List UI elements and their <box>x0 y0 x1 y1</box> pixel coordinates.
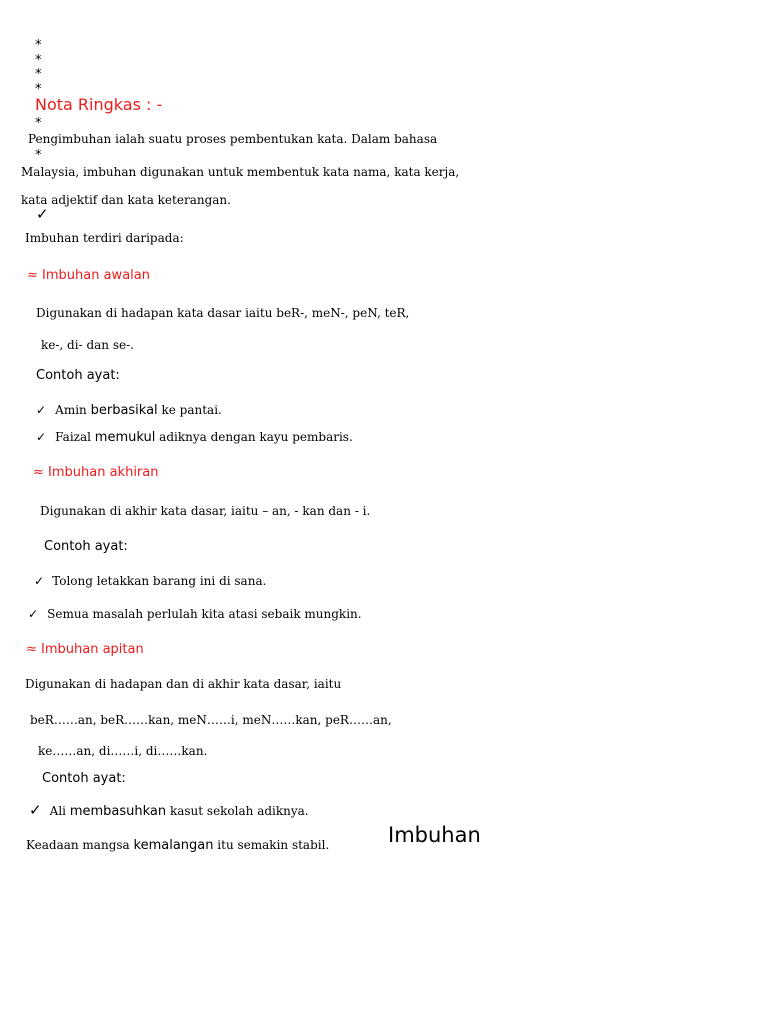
awalan-contoh: Contoh ayat: <box>36 368 120 383</box>
awalan-desc-2: ke-, di- dan se-. <box>41 338 134 352</box>
apitan-desc-1: Digunakan di hadapan dan di akhir kata dasar, iaitu <box>25 677 342 691</box>
intro-line-1: Pengimbuhan ialah suatu proses pembentukan kata. Dalam bahasa <box>28 132 438 146</box>
keyword: kemalangan <box>133 838 214 853</box>
awalan-desc-1: Digunakan di hadapan kata dasar iaitu beR-, meN-, peN, teR, <box>36 306 410 320</box>
awalan-example-2: ✓ Faizal memukul adiknya dengan kayu pembaris. <box>36 430 353 445</box>
keyword: berbasikal <box>90 403 158 418</box>
nota-title: Nota Ringkas : - <box>35 95 163 114</box>
bullet-glyph: * <box>35 116 42 131</box>
imbuhan-terdiri: Imbuhan terdiri daripada: <box>25 231 184 245</box>
bullet-glyph: * <box>35 148 42 163</box>
bullet-glyph: * <box>35 53 42 68</box>
apitan-desc-2: beR……an, beR……kan, meN……i, meN……kan, peR……an, <box>30 713 392 727</box>
bullet-glyph: * <box>35 67 42 82</box>
check-icon: ✓ <box>36 205 49 223</box>
akhiran-heading: ≈ Imbuhan akhiran <box>33 465 159 480</box>
check-icon: ✓ <box>36 430 47 444</box>
apitan-desc-3: ke……an, di……i, di……kan. <box>38 744 208 758</box>
side-title: Imbuhan <box>388 823 481 847</box>
awalan-example-1: ✓ Amin berbasikal ke pantai. <box>36 403 222 418</box>
apitan-example-2: Keadaan mangsa kemalangan itu semakin stabil. <box>26 838 330 853</box>
keyword: memukul <box>94 430 156 445</box>
bullet-glyph: * <box>35 82 42 97</box>
awalan-heading: ≈ Imbuhan awalan <box>27 268 150 283</box>
check-icon: ✓ <box>34 574 45 588</box>
intro-line-3: kata adjektif dan kata keterangan. <box>21 193 231 207</box>
check-icon: ✓ <box>36 403 47 417</box>
check-icon: ✓ <box>28 607 39 621</box>
akhiran-contoh: Contoh ayat: <box>44 539 128 554</box>
bullet-glyph: * <box>35 38 42 53</box>
intro-line-2: Malaysia, imbuhan digunakan untuk membentuk kata nama, kata kerja, <box>21 165 460 179</box>
akhiran-desc-1: Digunakan di akhir kata dasar, iaitu – an, - kan dan - i. <box>40 504 371 518</box>
apitan-example-1: ✓ Ali membasuhkan kasut sekolah adiknya. <box>29 801 309 819</box>
akhiran-example-1: ✓ Tolong letakkan barang ini di sana. <box>34 574 267 588</box>
apitan-contoh: Contoh ayat: <box>42 771 126 786</box>
keyword: membasuhkan <box>69 804 167 819</box>
apitan-heading: ≈ Imbuhan apitan <box>26 642 144 657</box>
check-icon: ✓ <box>29 801 42 819</box>
akhiran-example-2: ✓ Semua masalah perlulah kita atasi sebaik mungkin. <box>28 607 362 621</box>
